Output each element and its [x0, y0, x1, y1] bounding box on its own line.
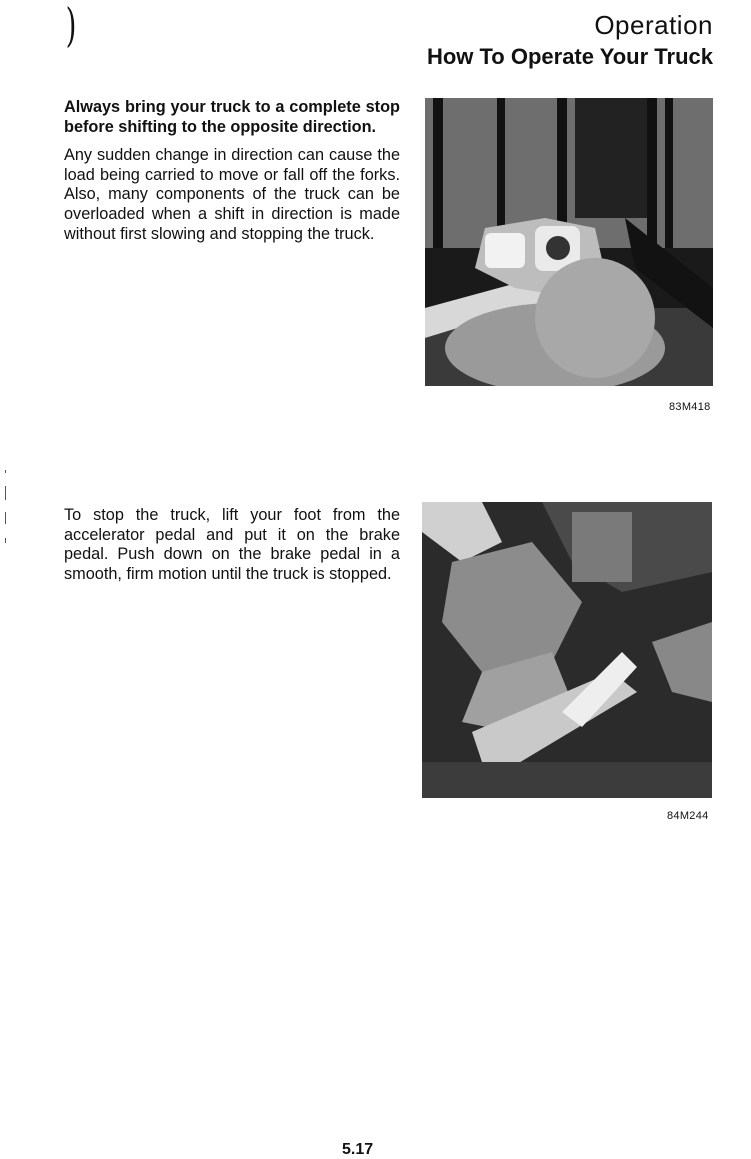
photo-caption: 84M244: [667, 810, 709, 822]
stopping-section: [64, 506, 400, 593]
margin-mark: [5, 486, 6, 500]
margin-mark: [5, 538, 6, 543]
direction-lever-photo: [425, 98, 713, 386]
photo-caption: 83M418: [669, 401, 711, 413]
page-number: 5.17: [342, 1141, 374, 1158]
stopping-text: To stop the truck, lift your foot from the accelerator pedal and put it on the brake pedal. Push down on the brake pedal in a smooth, firm motion until the truck is stopped.: [64, 506, 400, 583]
section-title: Operation: [594, 10, 713, 40]
margin-mark: [5, 470, 6, 473]
margin-mark: [5, 512, 6, 524]
direction-change-text: Any sudden change in direction can cause the load being carried to move or fall off the forks. Also, many components of the truck can be overloaded when a shift in direction is made without first slowing and stopping the truck.: [64, 146, 400, 243]
binding-bracket-mark: ): [65, 0, 77, 52]
direction-change-section: [64, 98, 400, 253]
page-heading: How To Operate Your Truck: [426, 44, 713, 69]
warning-text: Always bring your truck to a complete stop before shifting to the opposite direction.: [64, 98, 400, 136]
brake-pedal-photo: [422, 502, 712, 798]
